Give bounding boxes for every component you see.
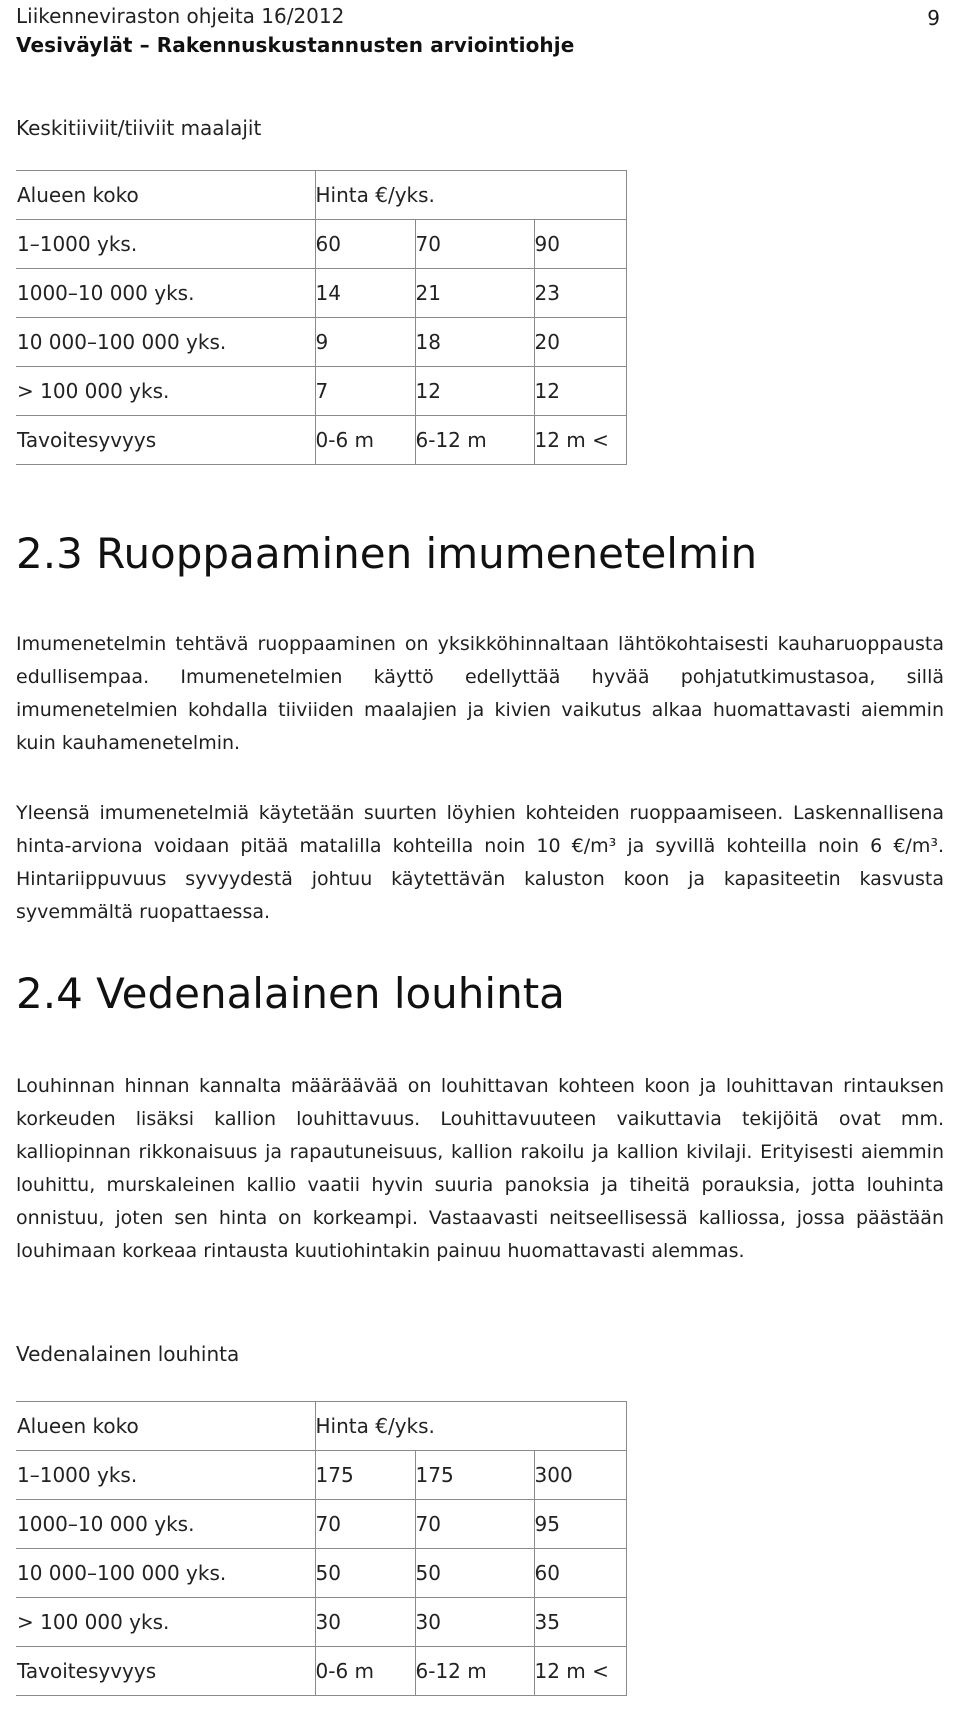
table-cell: 1000–10 000 yks. [16,1500,315,1549]
table-header-cell: Alueen koko [16,1402,315,1451]
table-cell: 90 [534,220,626,269]
table-row [16,1647,626,1696]
cost-table-dense-soils [16,170,627,465]
table-row [16,1598,626,1647]
table-cell: 1–1000 yks. [16,220,315,269]
table-row [16,1549,626,1598]
page-number: 9 [927,6,940,30]
table-cell: > 100 000 yks. [16,367,315,416]
table-cell: 50 [315,1549,415,1598]
table-row [16,1500,626,1549]
table-cell: 0-6 m [315,416,415,465]
table-cell: 12 m < [534,416,626,465]
table-header-cell: Hinta €/yks. [315,1402,626,1451]
table-cell: 175 [415,1451,534,1500]
table-cell: 18 [415,318,534,367]
publication-series: Liikenneviraston ohjeita 16/2012 [16,4,345,28]
table-cell: 70 [415,220,534,269]
table-header-row [16,1402,626,1451]
table-cell: 70 [415,1500,534,1549]
table-cell: 14 [315,269,415,318]
table-caption: Vedenalainen louhinta [16,1342,240,1366]
body-paragraph: Imumenetelmin tehtävä ruoppaaminen on yksikköhinnaltaan lähtökohtaisesti kauharuoppausta edullisempaa. Imumenetelmien käyttö edellyttää hyvää pohjatutkimustasoa, sillä imumenetelmien kohdalla tiiviiden maalajien ja kivien vaikutus alkaa huomattavasti aiemmin kuin kauhamenetelmin. [16,633,944,754]
table-cell: 7 [315,367,415,416]
table-row [16,318,626,367]
table-cell: 6-12 m [415,1647,534,1696]
document-title: Vesiväylät – Rakennuskustannusten arviointiohje [16,33,575,57]
table-row [16,220,626,269]
body-paragraph: Yleensä imumenetelmiä käytetään suurten löyhien kohteiden ruoppaamiseen. Laskennallisena hinta-arviona voidaan pitää matalilla kohteilla noin 10 €/m³ ja syvillä kohteilla noin 6 €/m³. Hintariippuvuus syvyydestä johtuu käytettävän kaluston koon ja kapasiteetin kasvusta syvemmältä ruopattaessa. [16,802,944,923]
table-row [16,416,626,465]
cost-table-underwater-blasting [16,1401,627,1696]
section-heading: 2.4 Vedenalainen louhinta [16,969,565,1018]
table-cell: 10 000–100 000 yks. [16,318,315,367]
table-caption: Keskitiiviit/tiiviit maalajit [16,116,262,140]
table-cell: 50 [415,1549,534,1598]
body-paragraph: Louhinnan hinnan kannalta määräävää on louhittavan kohteen koon ja louhittavan rintauksen korkeuden lisäksi kallion louhittavuus. Louhittavuuteen vaikuttavia tekijöitä ovat mm. kalliopinnan rikkonaisuus ja rapautuneisuus, kallion rakoilu ja kallion kivilaji. Erityisesti aiemmin louhittu, murskaleinen kallio vaatii hyvin suuria panoksia ja tiheitä porauksia, jotta louhinta onnistuu, joten sen hinta on korkeampi. Vastaavasti neitseellisessä kalliossa, jossa päästään louhimaan korkeaa rintausta kuutiohintakin painuu huomattavasti alemmas. [16,1075,944,1262]
table-cell: 12 [534,367,626,416]
table-header-cell: Alueen koko [16,171,315,220]
table-cell: 1–1000 yks. [16,1451,315,1500]
table-cell: 35 [534,1598,626,1647]
table-cell: 70 [315,1500,415,1549]
running-header [16,2,944,60]
table-cell: 21 [415,269,534,318]
table-cell: Tavoitesyvyys [16,1647,315,1696]
table-header-cell: Hinta €/yks. [315,171,626,220]
table-cell: 60 [534,1549,626,1598]
table-cell: 175 [315,1451,415,1500]
table-cell: 9 [315,318,415,367]
table-cell: 12 [415,367,534,416]
table-cell: 30 [415,1598,534,1647]
section-heading: 2.3 Ruoppaaminen imumenetelmin [16,529,758,578]
table-row [16,367,626,416]
table-cell: 6-12 m [415,416,534,465]
table-cell: Tavoitesyvyys [16,416,315,465]
table-cell: 30 [315,1598,415,1647]
table-cell: 10 000–100 000 yks. [16,1549,315,1598]
table-cell: 12 m < [534,1647,626,1696]
table-cell: > 100 000 yks. [16,1598,315,1647]
table-cell: 20 [534,318,626,367]
table-cell: 60 [315,220,415,269]
table-cell: 23 [534,269,626,318]
table-cell: 1000–10 000 yks. [16,269,315,318]
table-cell: 0-6 m [315,1647,415,1696]
table-cell: 95 [534,1500,626,1549]
table-row [16,1451,626,1500]
table-header-row [16,171,626,220]
table-cell: 300 [534,1451,626,1500]
table-row [16,269,626,318]
